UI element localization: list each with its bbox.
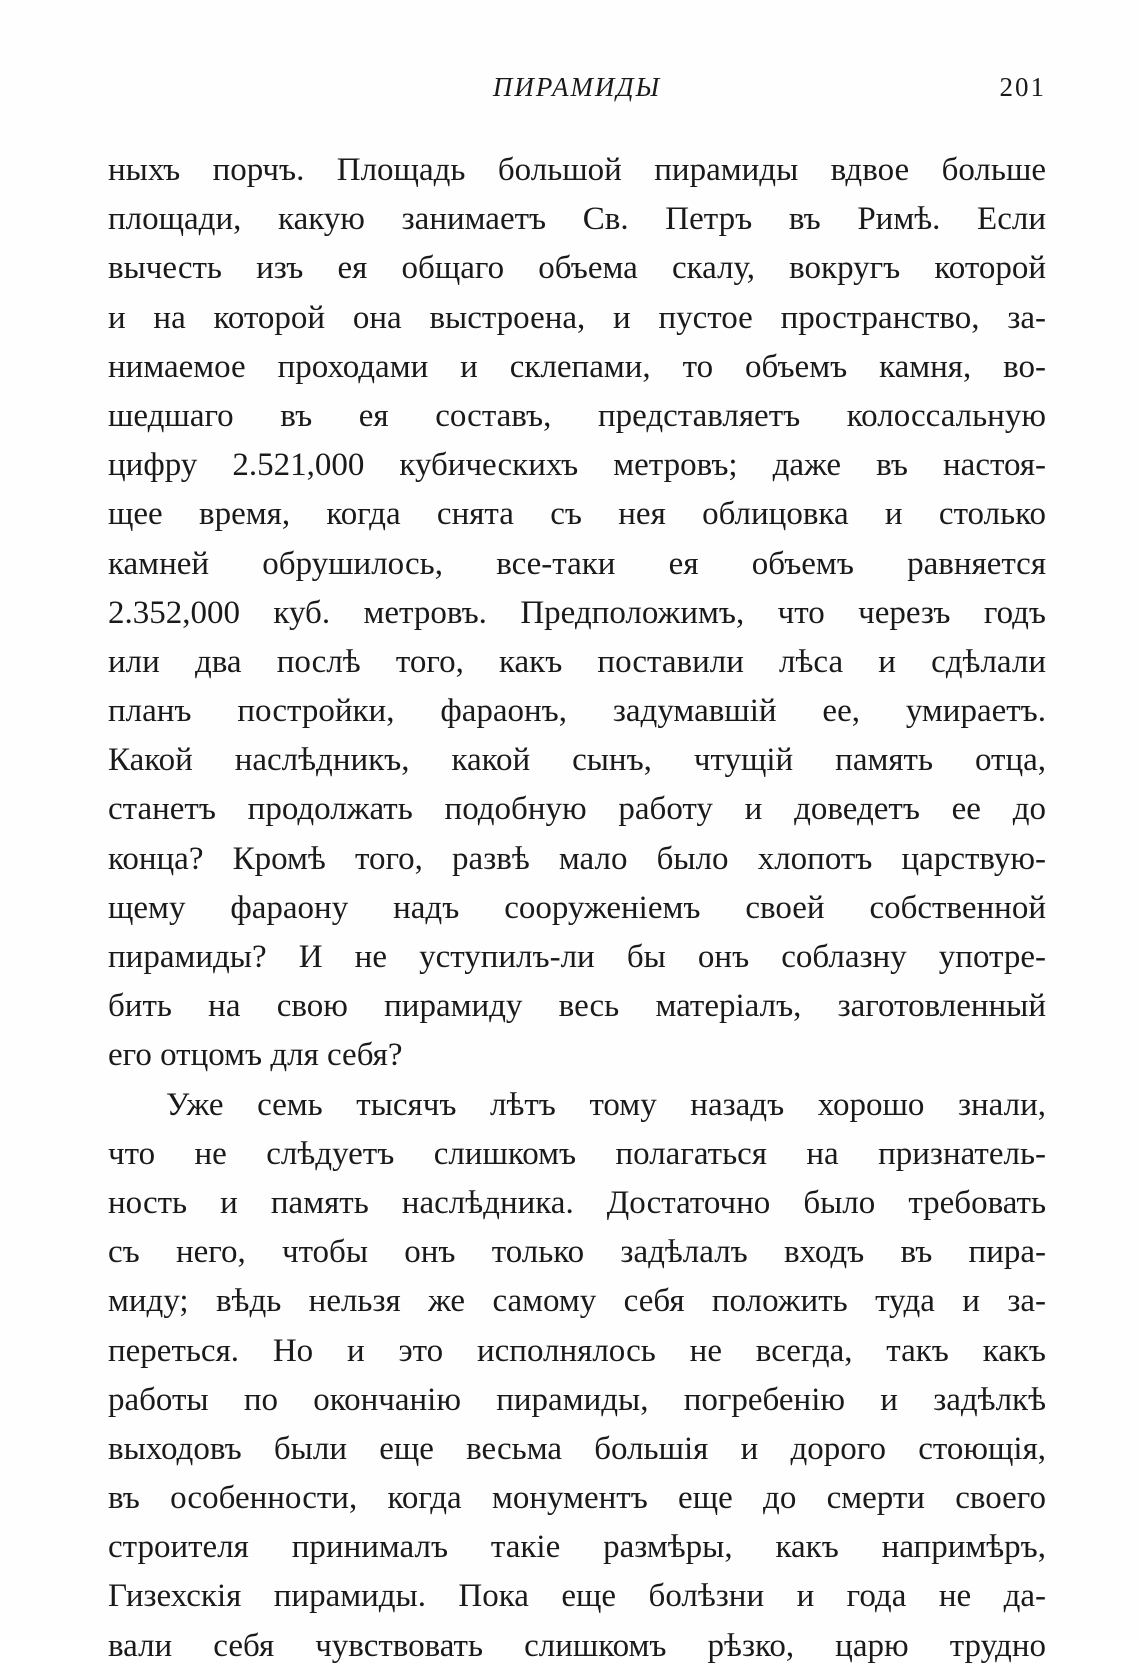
text-line: камней обрушилось, все-таки ея объемъ равняется: [108, 545, 1046, 582]
body-text: [108, 146, 1046, 1671]
text-line: ныхъ порчъ. Площадь большой пирамиды вдвое больше: [108, 152, 1046, 188]
text-line: переться. Но и это исполнялось не всегда, такъ какъ: [108, 1332, 1046, 1369]
text-line: 2.352,000 куб. метровъ. Предположимъ, что черезъ годъ: [108, 594, 1046, 631]
text-line: вали себя чувствовать слишкомъ рѣзко, царю трудно: [108, 1627, 1046, 1664]
text-line: конца? Кромѣ того, развѣ мало было хлопотъ царствую-: [108, 840, 1046, 877]
text-line: съ него, чтобы онъ только задѣлалъ входъ въ пира-: [108, 1234, 1046, 1271]
text-line: вычесть изъ ея общаго объема скалу, вокругъ которой: [108, 250, 1046, 287]
text-line: его отцомъ для себя?: [108, 1037, 403, 1074]
text-line: Уже семь тысячъ лѣтъ тому назадъ хорошо знали,: [166, 1086, 1046, 1123]
text-line: планъ постройки, фараонъ, задумавшій ее, умираетъ.: [108, 693, 1046, 730]
text-line: и на которой она выстроена, и пустое пространство, за-: [108, 299, 1046, 336]
text-line: что не слѣдуетъ слишкомъ полагаться на признатель-: [108, 1135, 1046, 1172]
text-line: ность и память наслѣдника. Достаточно было требовать: [108, 1184, 1046, 1221]
text-line: пирамиды? И не уступилъ-ли бы онъ соблазну употре-: [108, 939, 1046, 975]
page-number: 201: [999, 72, 1046, 102]
text-line: шедшаго въ ея составъ, представляетъ колоссальную: [108, 397, 1046, 434]
text-line: или два послѣ того, какъ поставили лѣса и сдѣлали: [108, 643, 1046, 680]
text-line: въ особенности, когда монументъ еще до смерти своего: [108, 1480, 1046, 1517]
text-line: щее время, когда снята съ нея облицовка и столько: [108, 496, 1046, 533]
running-title: ПИРАМИДЫ: [492, 72, 662, 102]
text-line: нимаемое проходами и склепами, то объемъ камня, во-: [108, 348, 1046, 385]
text-line: Гизехскія пирамиды. Пока еще болѣзни и года не да-: [108, 1578, 1046, 1615]
text-line: Какой наслѣдникъ, какой сынъ, чтущій память отца,: [108, 742, 1046, 779]
running-header: [108, 72, 1046, 112]
text-line: работы по окончанію пирамиды, погребенію и задѣлкѣ: [108, 1381, 1046, 1418]
text-line: станетъ продолжать подобную работу и доведетъ ее до: [108, 791, 1046, 828]
text-line: выходовъ были еще весьма большія и дорого стоющія,: [108, 1430, 1046, 1467]
text-line: цифру 2.521,000 кубическихъ метровъ; даже въ настоя-: [108, 447, 1046, 484]
text-line: строителя принималъ такіе размѣры, какъ напримѣръ,: [108, 1529, 1046, 1566]
text-line: бить на свою пирамиду весь матеріалъ, заготовленный: [108, 988, 1046, 1025]
text-line: миду; вѣдь нельзя же самому себя положить туда и за-: [108, 1283, 1046, 1320]
text-line: площади, какую занимаетъ Св. Петръ въ Римѣ. Если: [108, 201, 1046, 238]
text-line: щему фараону надъ сооруженіемъ своей собственной: [108, 889, 1046, 926]
